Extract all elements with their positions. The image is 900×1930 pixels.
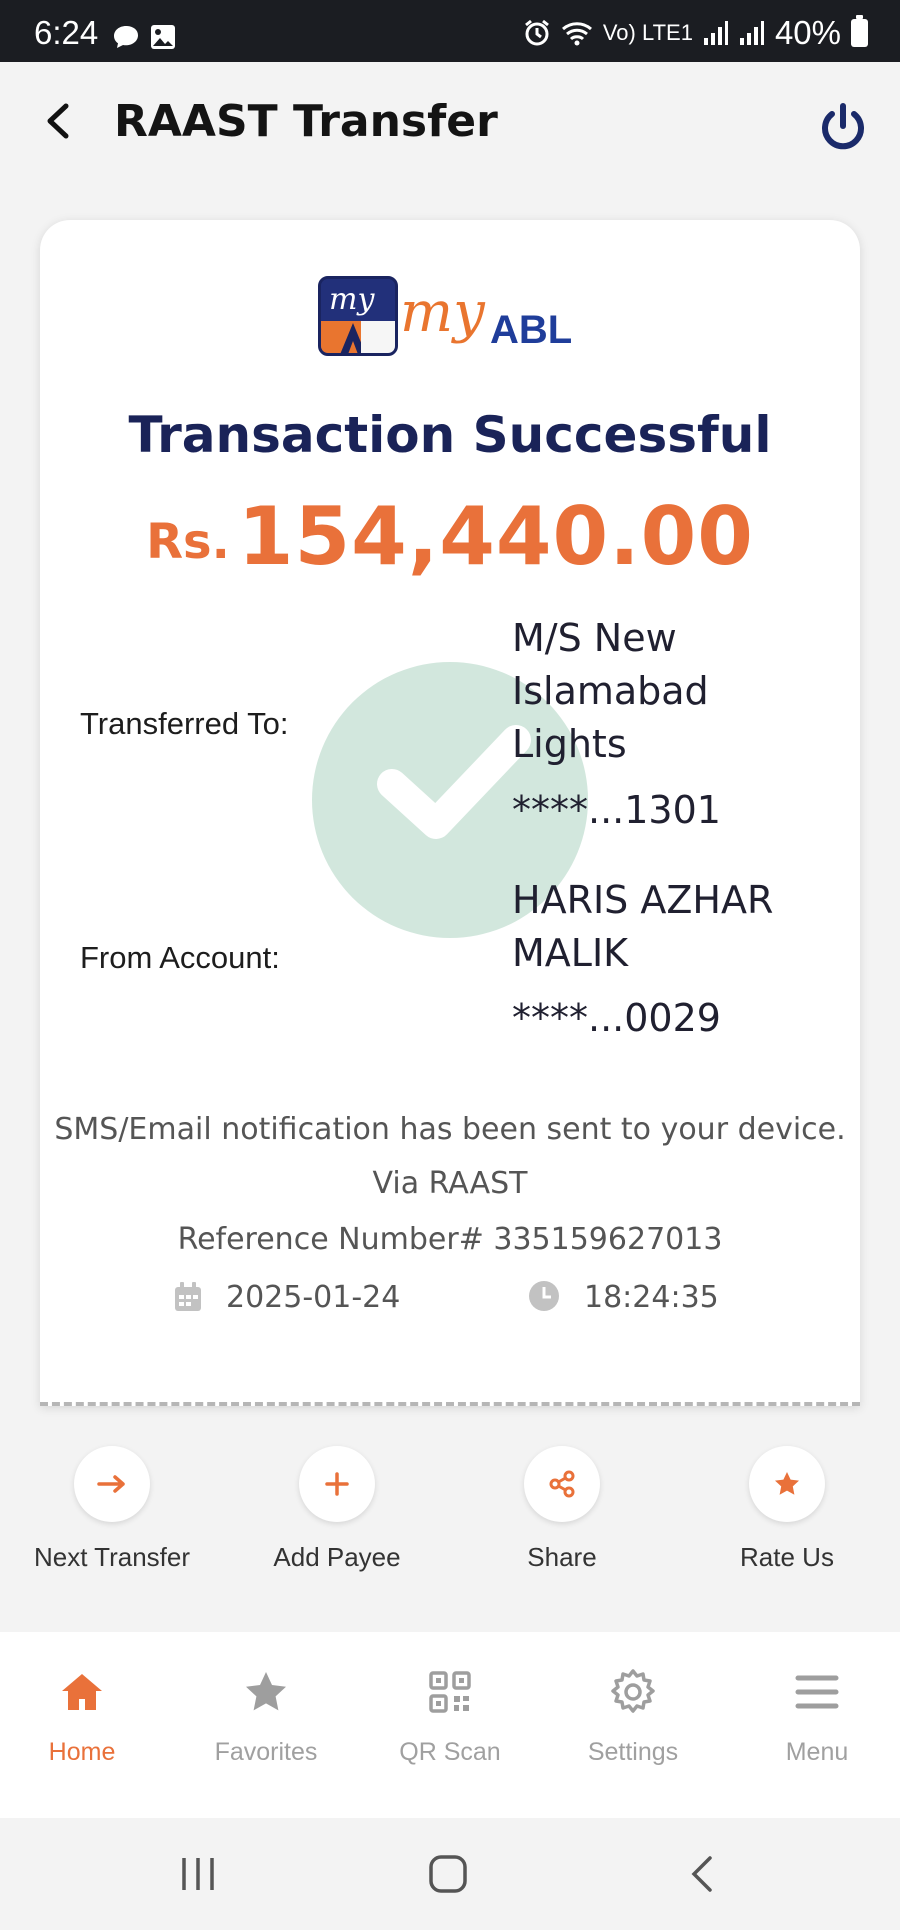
share-button[interactable] <box>524 1446 600 1522</box>
nav-qr-scan-label: QR Scan <box>399 1738 501 1766</box>
logo-abl-text: ABL <box>490 308 573 352</box>
wifi-icon <box>561 20 593 46</box>
status-right-icons <box>523 14 868 52</box>
qr-icon <box>426 1668 474 1716</box>
arrow-right-icon <box>97 1474 127 1494</box>
myabl-logo <box>318 276 578 368</box>
transferred-to-label: Transferred To: <box>80 706 289 741</box>
nav-menu[interactable] <box>727 1668 900 1767</box>
logo-my-text: my <box>400 280 485 345</box>
back-arrow-icon[interactable] <box>38 96 78 146</box>
battery-icon <box>851 19 868 47</box>
next-transfer-label: Next Transfer <box>33 1542 191 1572</box>
signal-icon <box>703 20 729 46</box>
from-account-number: ****...0029 <box>512 996 721 1040</box>
nav-home-label: Home <box>48 1738 116 1766</box>
recent-apps-icon[interactable] <box>178 1854 218 1894</box>
android-system-nav <box>0 1818 900 1930</box>
system-back-icon[interactable] <box>682 1854 722 1894</box>
home-icon <box>58 1668 106 1716</box>
rate-us-label: Rate Us <box>740 1542 834 1572</box>
status-time: 6:24 <box>34 14 99 51</box>
nav-favorites-label: Favorites <box>214 1738 318 1766</box>
from-account-label: From Account: <box>80 940 280 975</box>
logout-power-icon[interactable] <box>816 100 870 154</box>
add-payee-label: Add Payee <box>273 1542 401 1572</box>
add-payee-action[interactable] <box>237 1446 437 1573</box>
signal-icon-2 <box>739 20 765 46</box>
from-account-name: HARIS AZHAR MALIK <box>512 878 774 975</box>
home-button-icon[interactable] <box>428 1854 468 1894</box>
nav-favorites[interactable] <box>176 1668 356 1767</box>
svg-text:my: my <box>329 282 375 317</box>
next-transfer-action[interactable] <box>12 1446 212 1573</box>
plus-icon <box>324 1471 350 1497</box>
menu-icon <box>793 1668 841 1716</box>
quick-actions <box>0 1446 900 1586</box>
via-text: Via RAAST <box>372 1166 528 1201</box>
transaction-datetime <box>40 1280 860 1330</box>
gear-icon <box>609 1668 657 1716</box>
share-icon <box>548 1470 576 1498</box>
alarm-icon <box>523 19 551 47</box>
next-transfer-button[interactable] <box>74 1446 150 1522</box>
battery-level: 40% <box>774 14 841 51</box>
rate-us-button[interactable] <box>749 1446 825 1522</box>
transaction-time: 18:24:35 <box>584 1280 719 1315</box>
calendar-icon <box>174 1282 202 1312</box>
app-header <box>0 62 900 192</box>
add-payee-button[interactable] <box>299 1446 375 1522</box>
amount-row <box>40 490 860 583</box>
transaction-status-title: Transaction Successful <box>128 406 772 464</box>
nav-qr-scan[interactable] <box>360 1668 540 1767</box>
transaction-amount: 154,440.00 <box>237 490 754 583</box>
receipt-card <box>40 220 860 1406</box>
nav-home[interactable] <box>0 1668 172 1767</box>
share-action[interactable] <box>462 1446 662 1573</box>
share-label: Share <box>527 1542 597 1572</box>
clock-icon <box>528 1280 560 1312</box>
chat-icon <box>112 24 140 50</box>
transaction-date: 2025-01-24 <box>226 1280 401 1315</box>
status-left-icons <box>112 24 176 50</box>
status-bar <box>0 0 900 62</box>
nav-menu-label: Menu <box>785 1738 849 1766</box>
currency-label: Rs. <box>146 514 230 570</box>
transferred-to-name: M/S New Islamabad Lights <box>512 616 709 766</box>
myabl-logo-badge <box>318 276 398 356</box>
reference-number: Reference Number# 335159627013 <box>177 1222 723 1257</box>
rate-us-action[interactable] <box>687 1446 887 1573</box>
nav-settings-label: Settings <box>587 1738 679 1766</box>
network-type: Vo) LTE1 <box>602 20 693 45</box>
nav-settings[interactable] <box>543 1668 723 1767</box>
page-title: RAAST Transfer <box>114 96 498 147</box>
notification-text: SMS/Email notification has been sent to your device. <box>54 1112 846 1147</box>
bottom-navigation <box>0 1632 900 1818</box>
star-icon <box>773 1470 801 1498</box>
favorites-star-icon <box>242 1668 290 1716</box>
image-icon <box>150 24 176 50</box>
transferred-to-account: ****...1301 <box>512 788 721 832</box>
